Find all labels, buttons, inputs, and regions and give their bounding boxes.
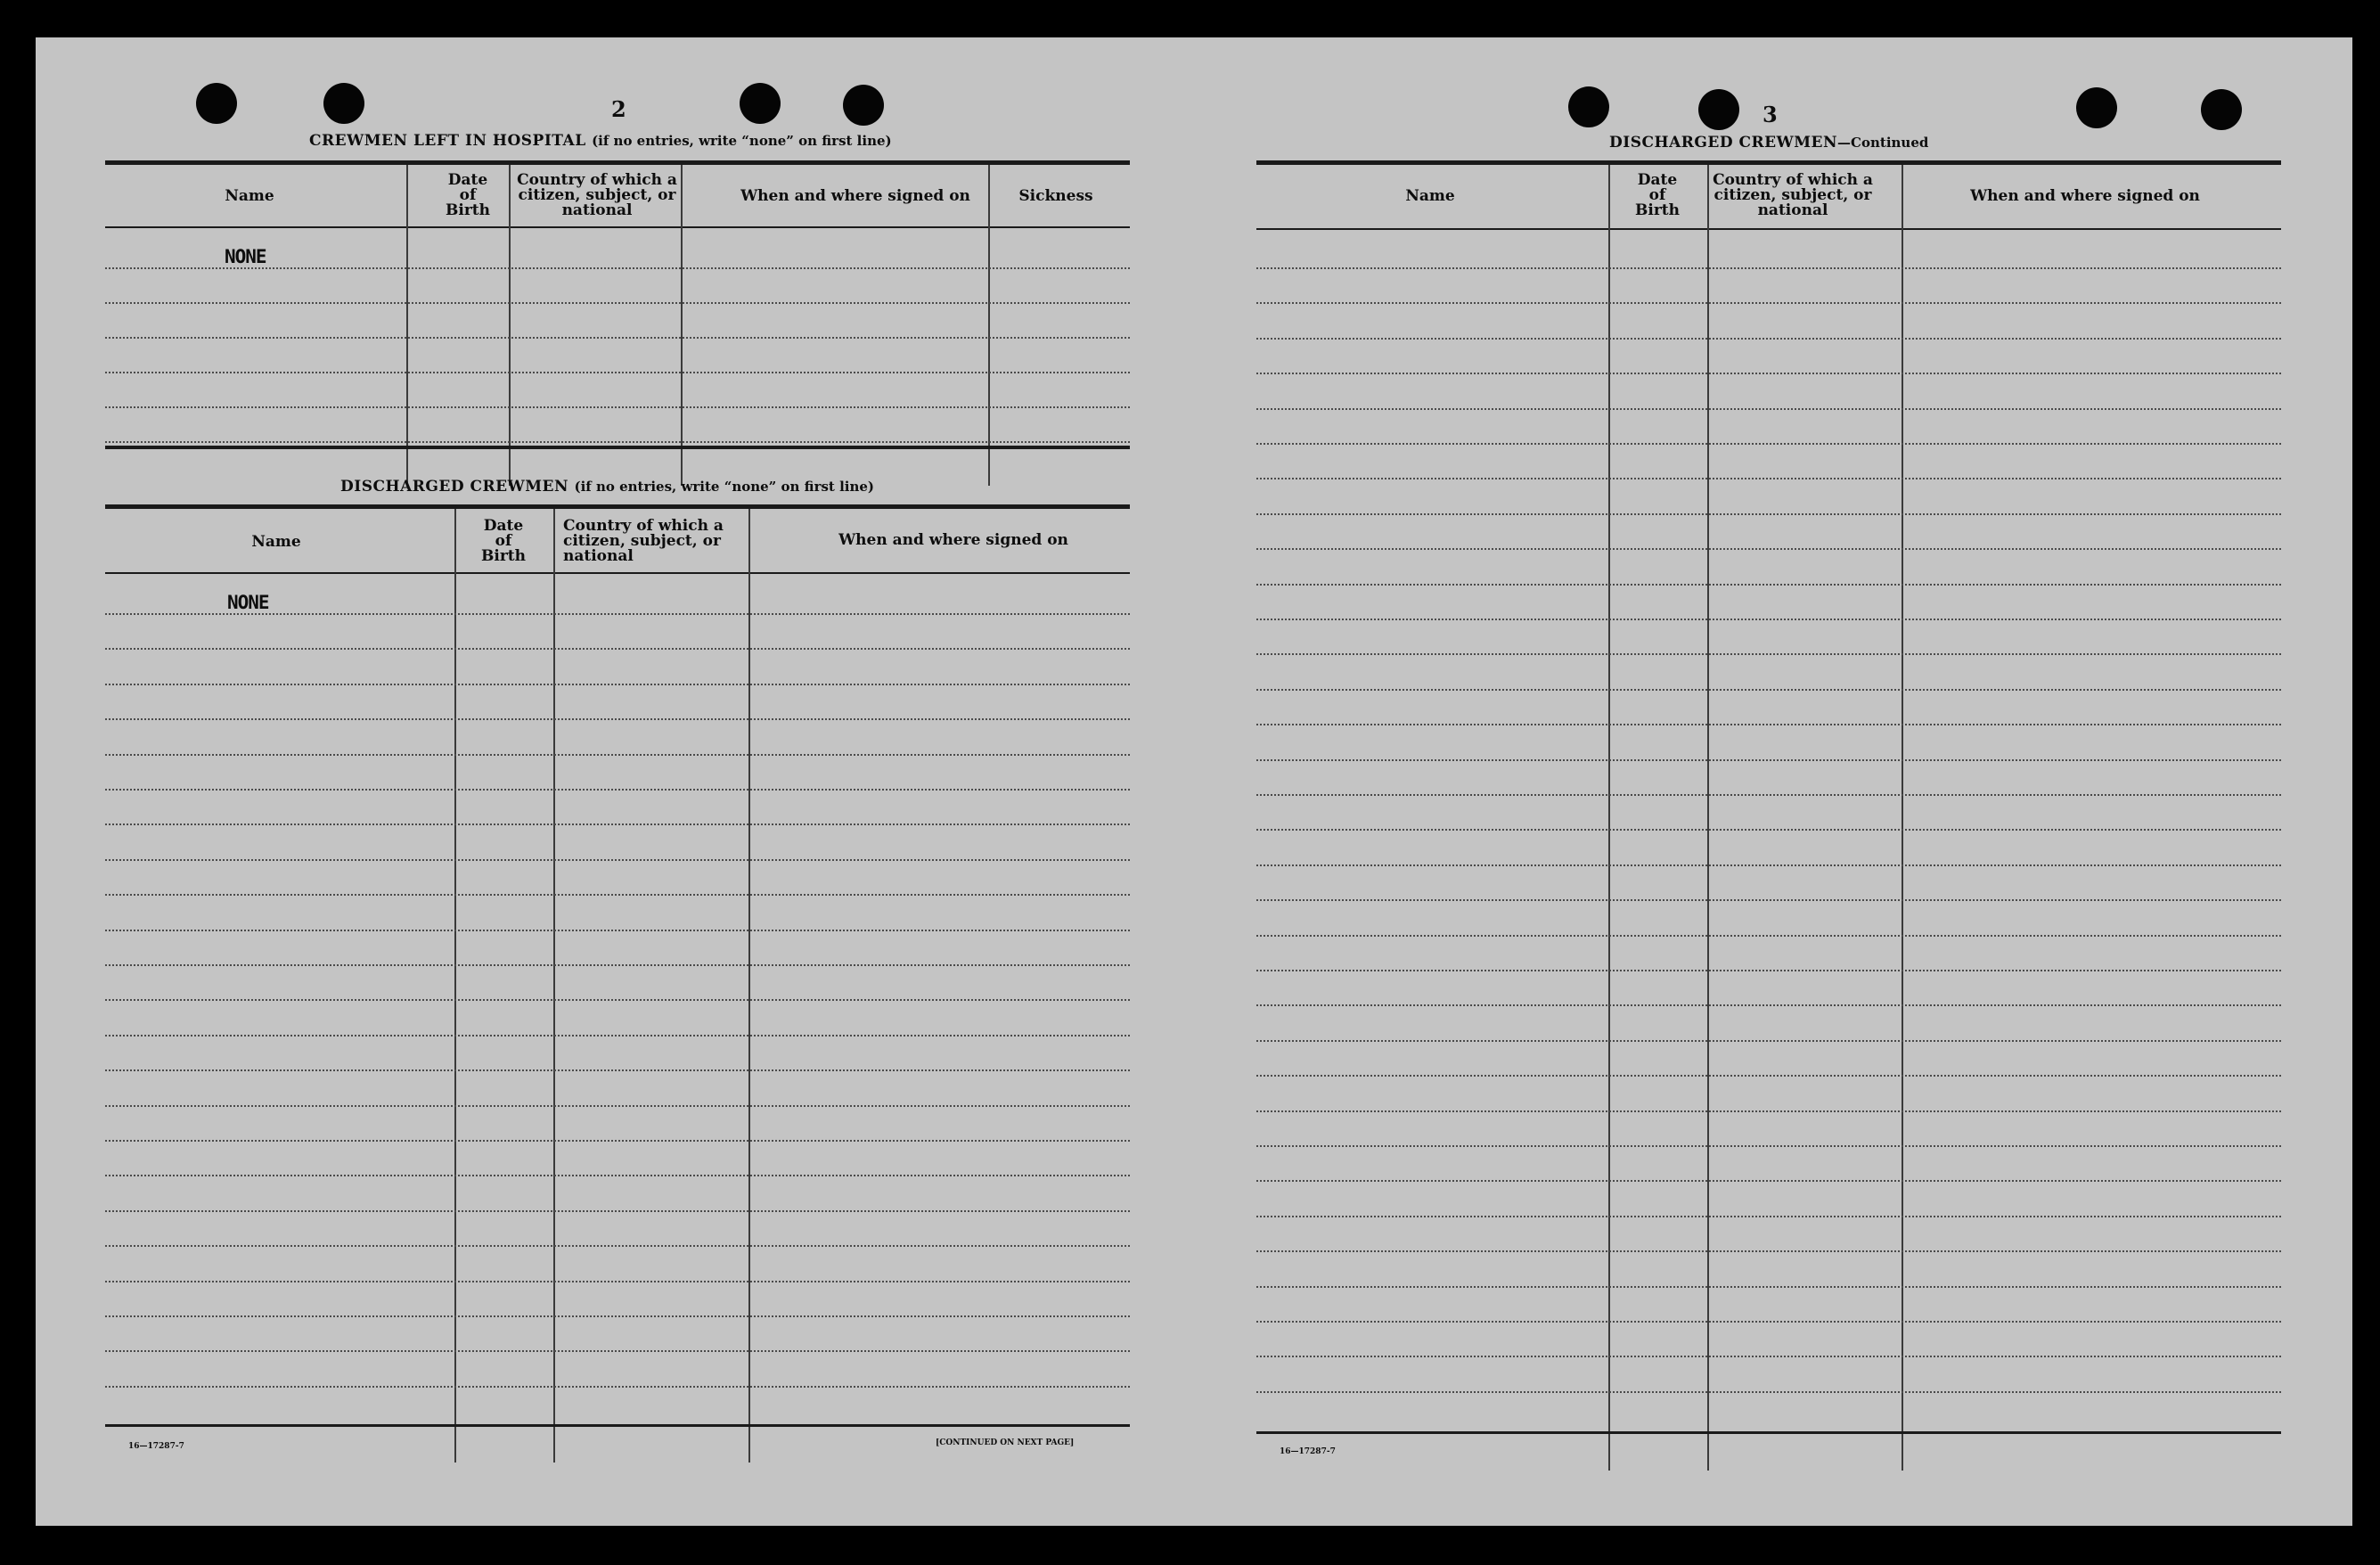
hospital-entry-line	[105, 441, 1130, 443]
discharged-entry-line	[105, 789, 1130, 791]
right-entry-line	[1256, 1004, 2281, 1006]
hospital-entry-line	[105, 267, 1130, 269]
hospital-title-note: (if no entries, write “none” on first line)	[592, 133, 892, 149]
page-number-left: 2	[611, 96, 626, 122]
discharged-entry-line	[105, 823, 1130, 825]
discharged-header-rule	[105, 572, 1130, 574]
hospital-entry-name: NONE	[225, 246, 266, 267]
right-entry-line	[1256, 1250, 2281, 1252]
right-header-rule	[1256, 228, 2281, 230]
discharged-entry-line	[105, 894, 1130, 896]
right-entry-line	[1256, 1286, 2281, 1288]
discharged-col-name: Name	[251, 533, 301, 551]
right-col-signed-on: When and where signed on	[1970, 187, 2200, 205]
hospital-col-signed-on: When and where signed on	[740, 187, 970, 205]
right-entry-line	[1256, 1040, 2281, 1042]
hospital-entry-line	[105, 372, 1130, 373]
right-entry-line	[1256, 653, 2281, 655]
page-number-right: 3	[1763, 102, 1778, 127]
discharged-entry-line	[105, 964, 1130, 966]
discharged-entry-line	[105, 1175, 1130, 1176]
discharged-entry-line	[105, 1069, 1130, 1071]
discharged-entry-line	[105, 1210, 1130, 1212]
discharged-entry-line	[105, 754, 1130, 756]
discharged-col-divider	[454, 509, 456, 1463]
right-entry-line	[1256, 373, 2281, 374]
right-entry-line	[1256, 935, 2281, 937]
right-entry-line	[1256, 408, 2281, 410]
right-section-title	[1609, 134, 1928, 152]
hospital-col-divider	[988, 165, 990, 486]
punch-hole	[1698, 89, 1739, 130]
form-number-right: 16—17287-7	[1280, 1447, 1336, 1456]
discharged-entry-line	[105, 1105, 1130, 1107]
right-entry-line	[1256, 1321, 2281, 1323]
discharged-title-note: (if no entries, write “none” on first line)	[574, 479, 875, 495]
right-entry-line	[1256, 689, 2281, 691]
discharged-entry-line	[105, 930, 1130, 931]
discharged-entry-name: NONE	[227, 592, 269, 613]
discharged-col-country: Country of which a citizen, subject, or national	[563, 517, 724, 565]
right-entry-line	[1256, 478, 2281, 479]
discharged-col-dob: Date of Birth	[481, 517, 526, 565]
discharged-entry-line	[105, 1315, 1130, 1317]
right-entry-line	[1256, 443, 2281, 445]
right-entry-line	[1256, 864, 2281, 866]
punch-hole	[2076, 87, 2117, 128]
hospital-entry-line	[105, 302, 1130, 304]
right-col-dob: Date of Birth	[1635, 171, 1680, 219]
punch-hole	[196, 83, 237, 124]
hospital-col-divider	[681, 165, 683, 486]
hospital-col-divider	[406, 165, 408, 486]
discharged-col-signed-on: When and where signed on	[838, 531, 1068, 549]
discharged-title-text: DISCHARGED CREWMEN	[340, 478, 569, 496]
right-entry-line	[1256, 1110, 2281, 1112]
right-entry-line	[1256, 1391, 2281, 1393]
right-col-divider	[1608, 165, 1610, 1471]
hospital-entry-line	[105, 337, 1130, 339]
right-title-suffix: —Continued	[1837, 135, 1929, 151]
right-entry-line	[1256, 338, 2281, 340]
right-table-bottom-rule	[1256, 1431, 2281, 1434]
discharged-entry-line	[105, 718, 1130, 720]
hospital-col-country: Country of which a citizen, subject, or national	[517, 171, 677, 219]
right-entry-line	[1256, 619, 2281, 620]
right-col-divider	[1902, 165, 1903, 1471]
discharged-table-bottom-rule	[105, 1424, 1130, 1427]
hospital-table-bottom-rule	[105, 446, 1130, 449]
hospital-table-top-rule	[105, 160, 1130, 165]
right-entry-line	[1256, 794, 2281, 796]
right-entry-line	[1256, 513, 2281, 515]
right-entry-line	[1256, 759, 2281, 761]
right-entry-line	[1256, 1075, 2281, 1077]
right-entry-line	[1256, 584, 2281, 586]
punch-hole	[1568, 86, 1609, 127]
right-entry-line	[1256, 829, 2281, 831]
right-col-name: Name	[1405, 187, 1455, 205]
hospital-title-text: CREWMEN LEFT IN HOSPITAL	[309, 132, 586, 150]
discharged-entry-line	[105, 1245, 1130, 1247]
discharged-entry-line	[105, 999, 1130, 1001]
right-entry-line	[1256, 1216, 2281, 1217]
right-col-country: Country of which a citizen, subject, or national	[1713, 171, 1873, 219]
discharged-entry-line	[105, 613, 1130, 615]
hospital-header-rule	[105, 226, 1130, 228]
discharged-entry-line	[105, 1140, 1130, 1142]
discharged-entry-line	[105, 648, 1130, 650]
hospital-col-name: Name	[225, 187, 274, 205]
form-number-left: 16—17287-7	[128, 1442, 184, 1451]
continued-notice: [CONTINUED ON NEXT PAGE]	[936, 1438, 1075, 1447]
right-entry-line	[1256, 1180, 2281, 1182]
hospital-col-divider	[509, 165, 511, 486]
punch-hole	[740, 83, 781, 124]
discharged-entry-line	[105, 1350, 1130, 1352]
form-sheet	[36, 37, 2352, 1526]
punch-hole	[2201, 89, 2242, 130]
right-entry-line	[1256, 724, 2281, 725]
discharged-table-top-rule	[105, 504, 1130, 509]
right-col-divider	[1707, 165, 1709, 1471]
discharged-entry-line	[105, 859, 1130, 861]
discharged-entry-line	[105, 1386, 1130, 1388]
punch-hole	[843, 85, 884, 126]
right-entry-line	[1256, 267, 2281, 269]
discharged-entry-line	[105, 1035, 1130, 1037]
punch-hole	[323, 83, 364, 124]
hospital-col-dob: Date of Birth	[446, 171, 490, 219]
right-entry-line	[1256, 970, 2281, 971]
right-entry-line	[1256, 1356, 2281, 1357]
discharged-col-divider	[553, 509, 555, 1463]
discharged-entry-line	[105, 684, 1130, 685]
right-entry-line	[1256, 302, 2281, 304]
right-entry-line	[1256, 899, 2281, 901]
right-title-text: DISCHARGED CREWMEN	[1609, 134, 1838, 152]
discharged-col-divider	[748, 509, 750, 1463]
right-entry-line	[1256, 548, 2281, 550]
hospital-entry-line	[105, 406, 1130, 408]
discharged-entry-line	[105, 1281, 1130, 1282]
right-entry-line	[1256, 1145, 2281, 1147]
hospital-col-sickness: Sickness	[1018, 187, 1093, 205]
discharged-section-title	[340, 478, 874, 496]
right-table-top-rule	[1256, 160, 2281, 165]
hospital-section-title	[309, 132, 892, 150]
